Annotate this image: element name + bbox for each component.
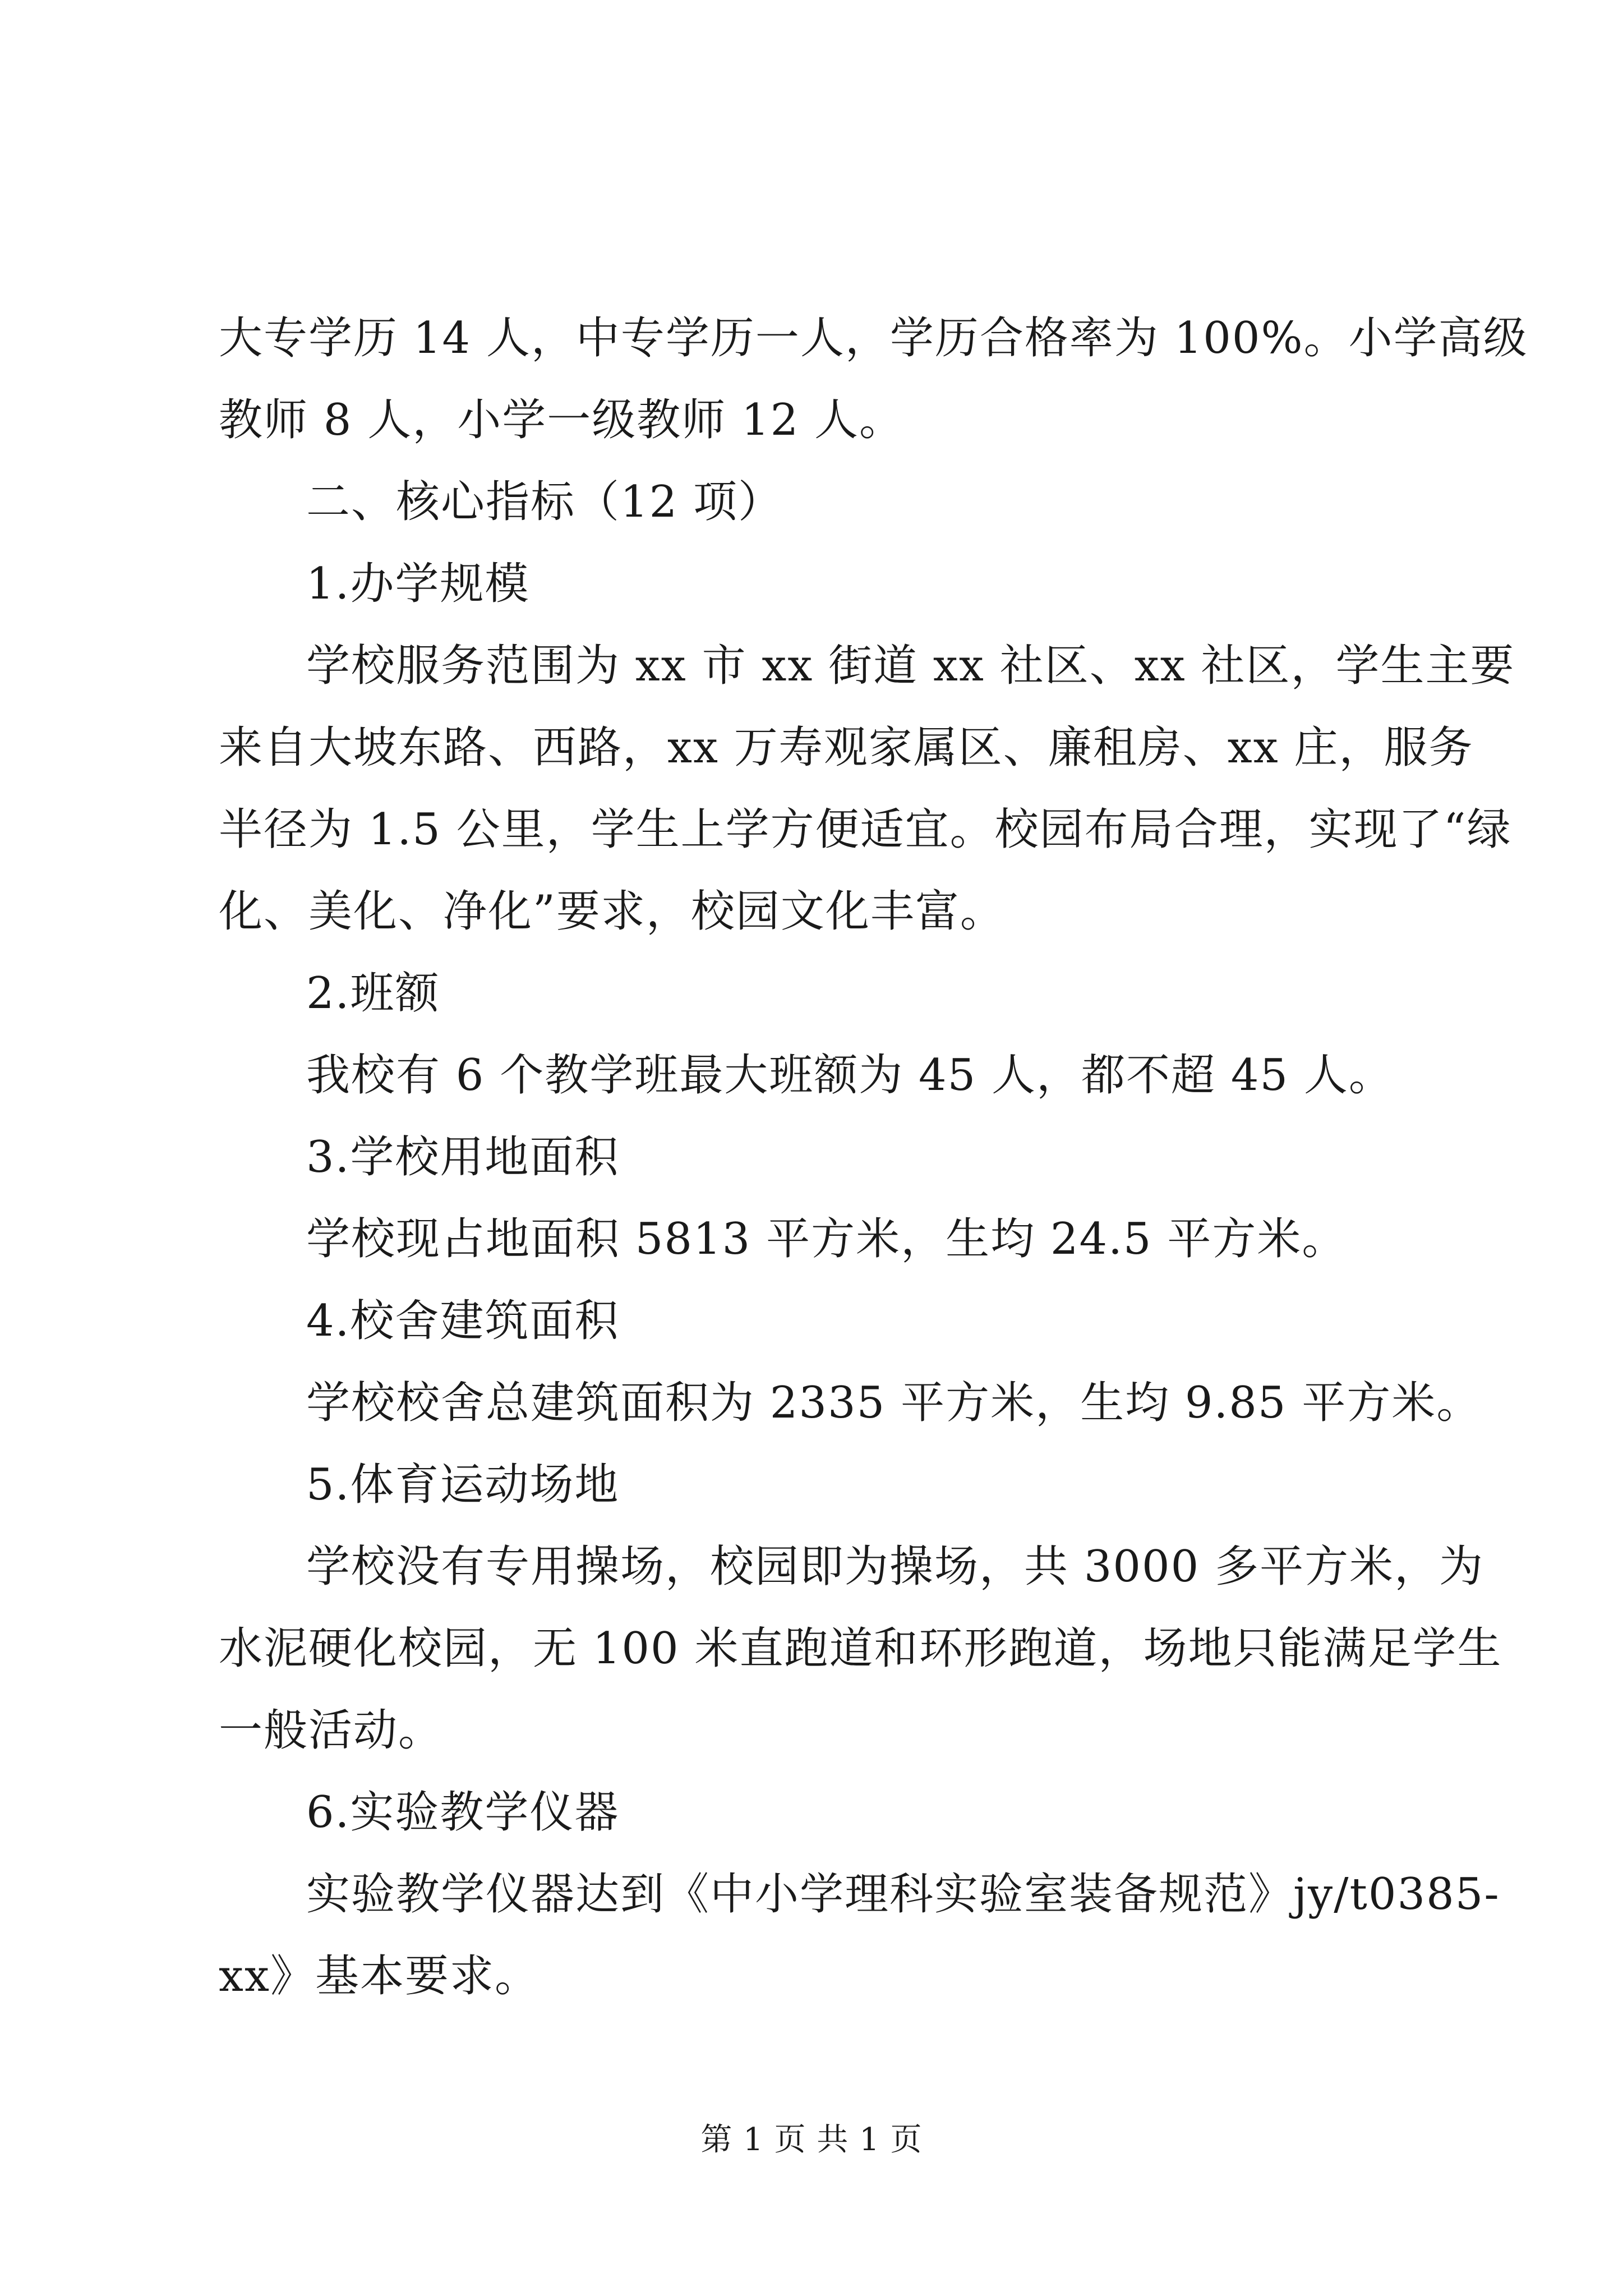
body-line-18: 一般活动。 (219, 1705, 444, 1756)
document-body (219, 297, 1528, 2017)
body-line-6: 来自大坡东路、西路，xx 万寿观家属区、廉租房、xx 庄，服务 (219, 723, 1474, 773)
section-heading-core-indicators: 二、核心指标（12 项） (306, 477, 783, 527)
body-line-14: 学校校舍总建筑面积为 2335 平方米，生均 9.85 平方米。 (306, 1378, 1482, 1428)
body-line-5: 学校服务范围为 xx 市 xx 街道 xx 社区、xx 社区，学生主要 (306, 641, 1515, 691)
body-line-1: 大专学历 14 人，中专学历一人，学历合格率为 100%。小学高级 (219, 313, 1528, 364)
body-line-17: 水泥硬化校园，无 100 米直跑道和环形跑道，场地只能满足学生 (219, 1623, 1502, 1674)
subheading-school-scale: 1.办学规模 (306, 559, 530, 609)
subheading-sports-field: 5.体育运动场地 (306, 1460, 620, 1510)
body-line-16: 学校没有专用操场，校园即为操场，共 3000 多平方米，为 (306, 1542, 1484, 1592)
body-line-21: xx》基本要求。 (219, 1951, 540, 2001)
subheading-lab-instruments: 6.实验教学仪器 (306, 1787, 620, 1838)
subheading-building-area: 4.校舍建筑面积 (306, 1296, 620, 1346)
page-footer: 第 1 页 共 1 页 (700, 2122, 923, 2158)
body-line-7: 半径为 1.5 公里，学生上学方便适宜。校园布局合理，实现了“绿 (219, 804, 1512, 855)
body-line-10: 我校有 6 个教学班最大班额为 45 人，都不超 45 人。 (306, 1050, 1394, 1101)
body-line-12: 学校现占地面积 5813 平方米，生均 24.5 平方米。 (306, 1214, 1347, 1264)
body-line-20: 实验教学仪器达到《中小学理科实验室装备规范》jy/t0385- (306, 1869, 1500, 1920)
body-line-2: 教师 8 人，小学一级教师 12 人。 (219, 395, 905, 445)
subheading-land-area: 3.学校用地面积 (306, 1132, 620, 1182)
subheading-class-size: 2.班额 (306, 968, 440, 1019)
body-line-8: 化、美化、净化”要求，校园文化丰富。 (219, 886, 1005, 937)
